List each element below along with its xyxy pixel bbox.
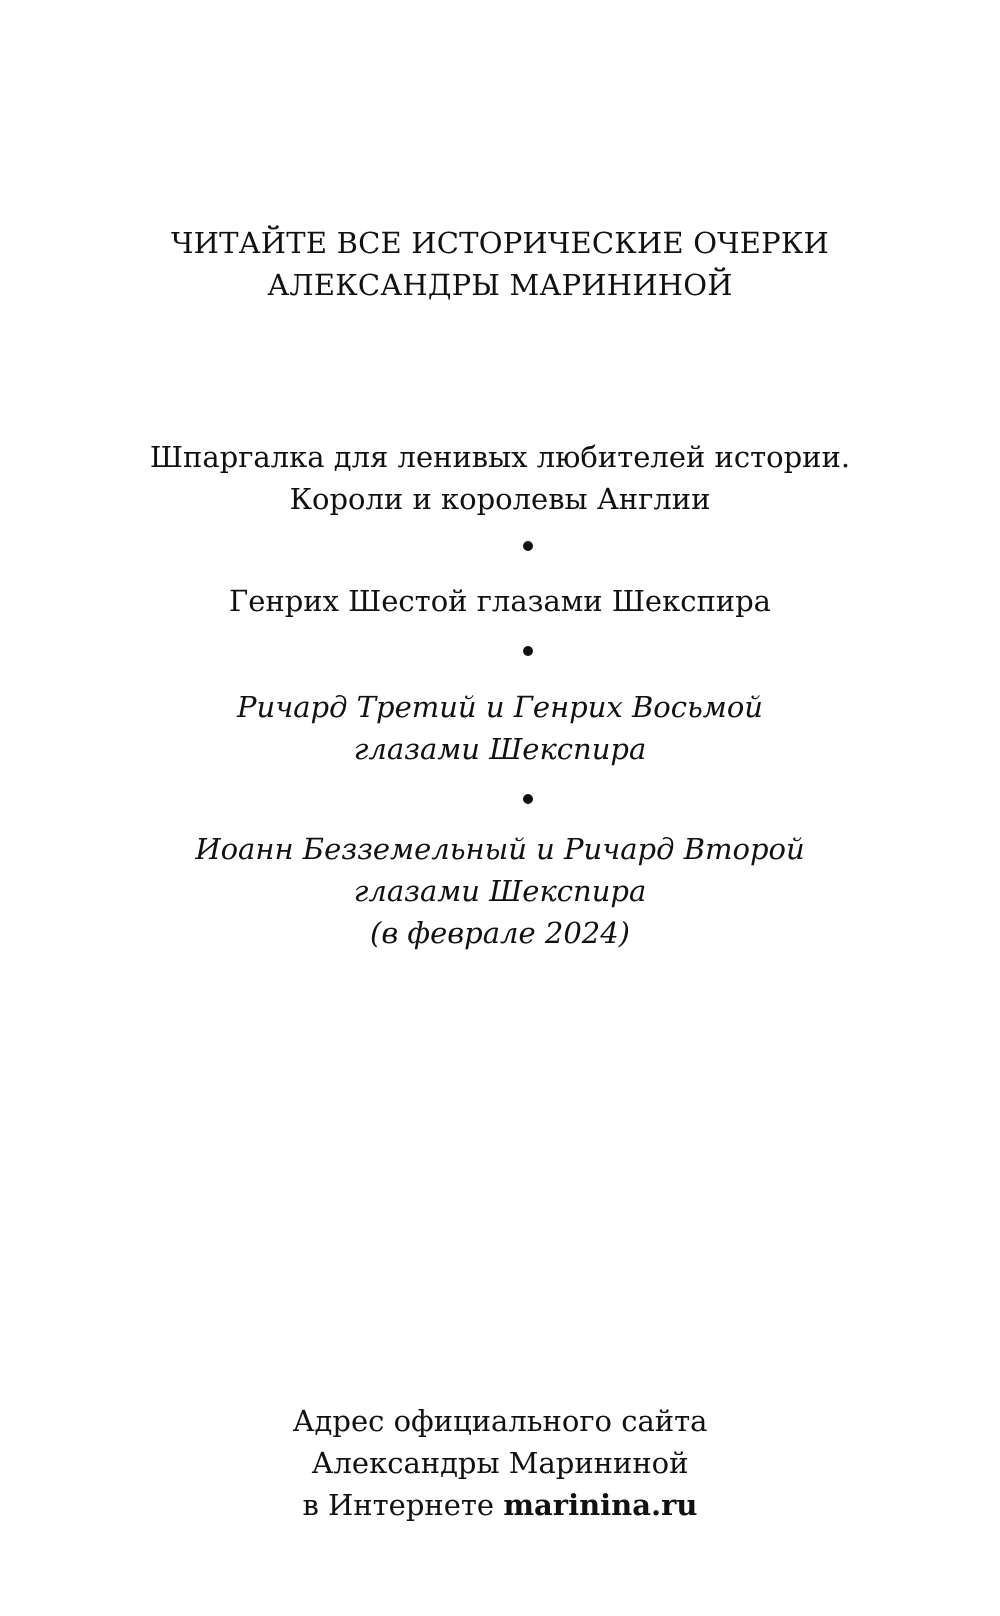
book-title-1 bbox=[0, 436, 1000, 520]
website-address: marinina.ru bbox=[503, 1488, 698, 1522]
book-title-3 bbox=[0, 686, 1000, 770]
website-note-line-1: Адрес официального сайта bbox=[292, 1404, 708, 1438]
book-title-line: Ричард Третий и Генрих Восьмой bbox=[237, 690, 763, 724]
website-note bbox=[0, 1400, 1000, 1526]
book-release-note: (в феврале 2024) bbox=[370, 916, 630, 950]
website-note-line-2: Александры Марининой bbox=[311, 1446, 689, 1480]
book-title-line: Генрих Шестой глазами Шекспира bbox=[229, 584, 771, 618]
book-title-2 bbox=[0, 580, 1000, 622]
bullet-separator bbox=[523, 794, 533, 804]
website-note-prefix: в Интернете bbox=[302, 1488, 504, 1522]
book-title-line: Короли и королевы Англии bbox=[289, 482, 711, 516]
book-title-line: Шпаргалка для ленивых любителей истории. bbox=[149, 440, 851, 474]
series-heading-line-1: ЧИТАЙТЕ ВСЕ ИСТОРИЧЕСКИЕ ОЧЕРКИ bbox=[170, 226, 830, 260]
bullet-separator bbox=[523, 541, 533, 551]
series-heading-line-2: АЛЕКСАНДРЫ МАРИНИНОЙ bbox=[267, 268, 733, 302]
series-heading bbox=[0, 222, 1000, 306]
book-title-line: глазами Шекспира bbox=[353, 874, 647, 908]
bullet-separator bbox=[523, 646, 533, 656]
website-note-line-3 bbox=[0, 1484, 1000, 1526]
book-title-line: Иоанн Безземельный и Ричард Второй bbox=[195, 832, 805, 866]
book-title-4 bbox=[0, 828, 1000, 954]
book-title-line: глазами Шекспира bbox=[353, 732, 647, 766]
